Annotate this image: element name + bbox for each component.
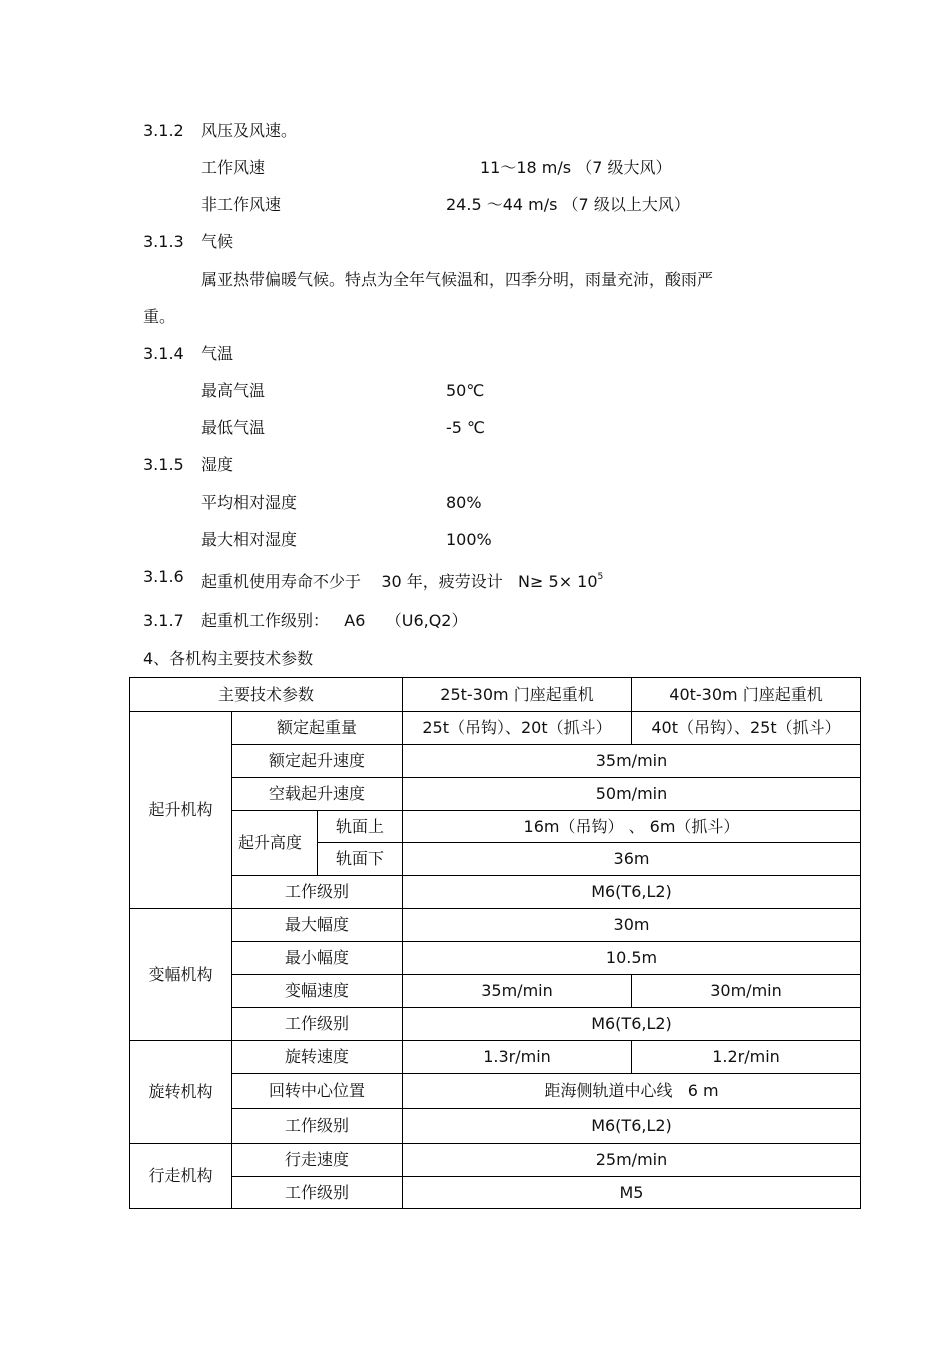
cell-value: 25t（吊钩）、20t（抓斗） bbox=[403, 712, 632, 745]
group-hoist: 起升机构 bbox=[130, 712, 232, 909]
service-life-text bbox=[201, 567, 603, 592]
temp-min-label: 最低气温 bbox=[201, 418, 266, 437]
group-travel: 行走机构 bbox=[130, 1144, 232, 1209]
section-title: 风压及风速。 bbox=[201, 121, 298, 140]
row-label: 变幅速度 bbox=[232, 975, 403, 1008]
row-label: 工作级别 bbox=[232, 876, 403, 909]
row-label: 回转中心位置 bbox=[232, 1074, 403, 1109]
humidity-max-value: 100% bbox=[446, 530, 492, 549]
temp-max-label: 最高气温 bbox=[201, 381, 266, 400]
climate-paragraph-line-2: 重。 bbox=[143, 307, 176, 326]
header-crane-25t: 25t-30m 门座起重机 bbox=[403, 678, 632, 712]
cell-value: 16m（吊钩） 、 6m（抓斗） bbox=[403, 811, 861, 843]
cell-value: 10.5m bbox=[403, 942, 861, 975]
section-title: 气温 bbox=[201, 344, 234, 363]
cell-value: M6(T6,L2) bbox=[403, 876, 861, 909]
section-number: 3.1.2 bbox=[143, 121, 184, 140]
temp-min-value: -5 ℃ bbox=[446, 418, 486, 437]
header-param: 主要技术参数 bbox=[130, 678, 403, 712]
section-title: 气候 bbox=[201, 232, 234, 251]
cell-value: 距海侧轨道中心线 6 m bbox=[403, 1074, 861, 1109]
row-label: 额定起升速度 bbox=[232, 745, 403, 778]
table-row bbox=[130, 745, 861, 778]
row-sublabel: 轨面上 bbox=[318, 811, 403, 843]
section-number: 3.1.4 bbox=[143, 344, 184, 363]
row-label: 工作级别 bbox=[232, 1008, 403, 1041]
wind-working-label: 工作风速 bbox=[201, 158, 266, 177]
cell-value: 1.2r/min bbox=[632, 1041, 861, 1074]
row-label: 起升高度 bbox=[232, 811, 318, 876]
work-class-text: 起重机工作级别： A6 （U6,Q2） bbox=[201, 611, 468, 630]
table-row bbox=[130, 909, 861, 942]
section-number: 3.1.6 bbox=[143, 567, 184, 586]
cell-value: 30m bbox=[403, 909, 861, 942]
temp-max-value: 50℃ bbox=[446, 381, 485, 400]
table-row bbox=[130, 942, 861, 975]
row-label: 空载起升速度 bbox=[232, 778, 403, 811]
table-row bbox=[130, 1177, 861, 1209]
cell-value: M6(T6,L2) bbox=[403, 1109, 861, 1144]
table-row bbox=[130, 1109, 861, 1144]
parameters-table bbox=[129, 677, 861, 1209]
row-sublabel: 轨面下 bbox=[318, 843, 403, 876]
wind-working-value: 11～18 m/s （7 级大风） bbox=[480, 158, 672, 177]
section-number: 3.1.5 bbox=[143, 455, 184, 474]
exponent: 5 bbox=[597, 572, 604, 582]
table-row bbox=[130, 811, 861, 843]
cell-value: 30m/min bbox=[632, 975, 861, 1008]
cell-value: M6(T6,L2) bbox=[403, 1008, 861, 1041]
parameters-heading: 4、各机构主要技术参数 bbox=[143, 649, 314, 668]
wind-nonworking-value: 24.5 ～44 m/s （7 级以上大风） bbox=[446, 195, 690, 214]
table-row bbox=[130, 876, 861, 909]
row-label: 旋转速度 bbox=[232, 1041, 403, 1074]
row-label: 工作级别 bbox=[232, 1177, 403, 1209]
section-number: 3.1.7 bbox=[143, 611, 184, 630]
table-row bbox=[130, 1074, 861, 1109]
cell-value: 50m/min bbox=[403, 778, 861, 811]
table-row bbox=[130, 1041, 861, 1074]
cell-value: 40t（吊钩）、25t（抓斗） bbox=[632, 712, 861, 745]
section-title: 湿度 bbox=[201, 455, 234, 474]
table-row bbox=[130, 778, 861, 811]
header-crane-40t: 40t-30m 门座起重机 bbox=[632, 678, 861, 712]
table-row bbox=[130, 975, 861, 1008]
row-label: 最大幅度 bbox=[232, 909, 403, 942]
humidity-max-label: 最大相对湿度 bbox=[201, 530, 298, 549]
row-label: 最小幅度 bbox=[232, 942, 403, 975]
cell-value: 1.3r/min bbox=[403, 1041, 632, 1074]
humidity-avg-value: 80% bbox=[446, 493, 482, 512]
row-label: 工作级别 bbox=[232, 1109, 403, 1144]
service-life-body: 起重机使用寿命不少于 30 年，疲劳设计 N≥ 5× 10 bbox=[201, 572, 598, 591]
wind-nonworking-label: 非工作风速 bbox=[201, 195, 282, 214]
climate-paragraph-line-1: 属亚热带偏暖气候。特点为全年气候温和，四季分明，雨量充沛，酸雨严 bbox=[201, 270, 714, 289]
table-header-row bbox=[130, 678, 861, 712]
humidity-avg-label: 平均相对湿度 bbox=[201, 493, 298, 512]
cell-value: 35m/min bbox=[403, 975, 632, 1008]
table-row bbox=[130, 1144, 861, 1177]
row-label: 额定起重量 bbox=[232, 712, 403, 745]
table-row bbox=[130, 712, 861, 745]
group-luffing: 变幅机构 bbox=[130, 909, 232, 1041]
table-row bbox=[130, 1008, 861, 1041]
cell-value: 25m/min bbox=[403, 1144, 861, 1177]
row-label: 行走速度 bbox=[232, 1144, 403, 1177]
cell-value: 35m/min bbox=[403, 745, 861, 778]
section-number: 3.1.3 bbox=[143, 232, 184, 251]
group-slewing: 旋转机构 bbox=[130, 1041, 232, 1144]
cell-value: 36m bbox=[403, 843, 861, 876]
cell-value: M5 bbox=[403, 1177, 861, 1209]
